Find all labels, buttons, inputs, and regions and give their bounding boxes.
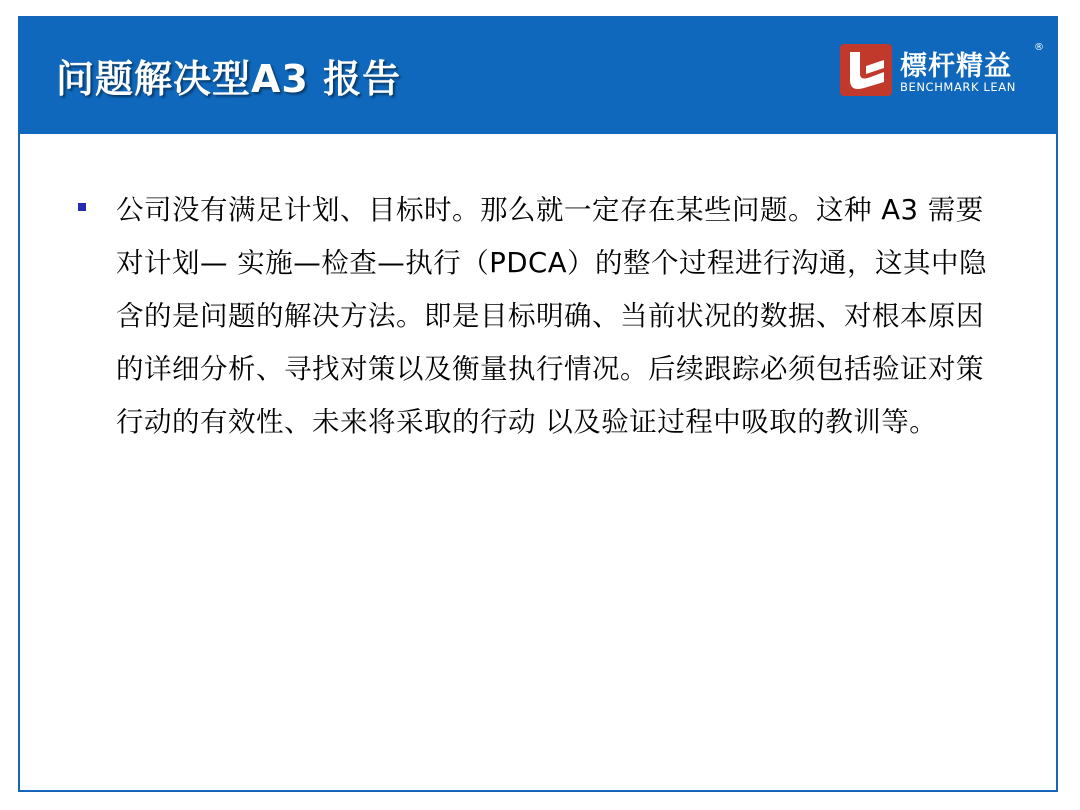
slide-frame — [18, 16, 1058, 792]
title-bar — [20, 18, 1056, 134]
logo-english-name: BENCHMARK LEAN — [900, 80, 1016, 94]
square-bullet-icon — [78, 203, 86, 211]
slide-content — [76, 184, 996, 449]
benchmark-lean-logo-icon — [840, 44, 892, 96]
bullet-text: 公司没有满足计划、目标时。那么就一定存在某些问题。这种 A3 需要对计划— 实施—检查—执行（PDCA）的整个过程进行沟通，这其中隐含的是问题的解决方法。即是目标明确、当前状况的数据、对根本原因的详细分析、寻找对策以及衡量执行情况。后续跟踪必须包括验证对策行动的有效性、未来将采取的行动 以及验证过程中吸取的教训等。 — [116, 194, 988, 438]
slide-title: 问题解决型A3 报告 — [56, 57, 402, 101]
company-logo — [840, 42, 1044, 98]
registered-mark: ® — [1034, 42, 1044, 53]
logo-chinese-name: 標杆精益 — [900, 51, 1012, 82]
bullet-item — [76, 184, 996, 449]
